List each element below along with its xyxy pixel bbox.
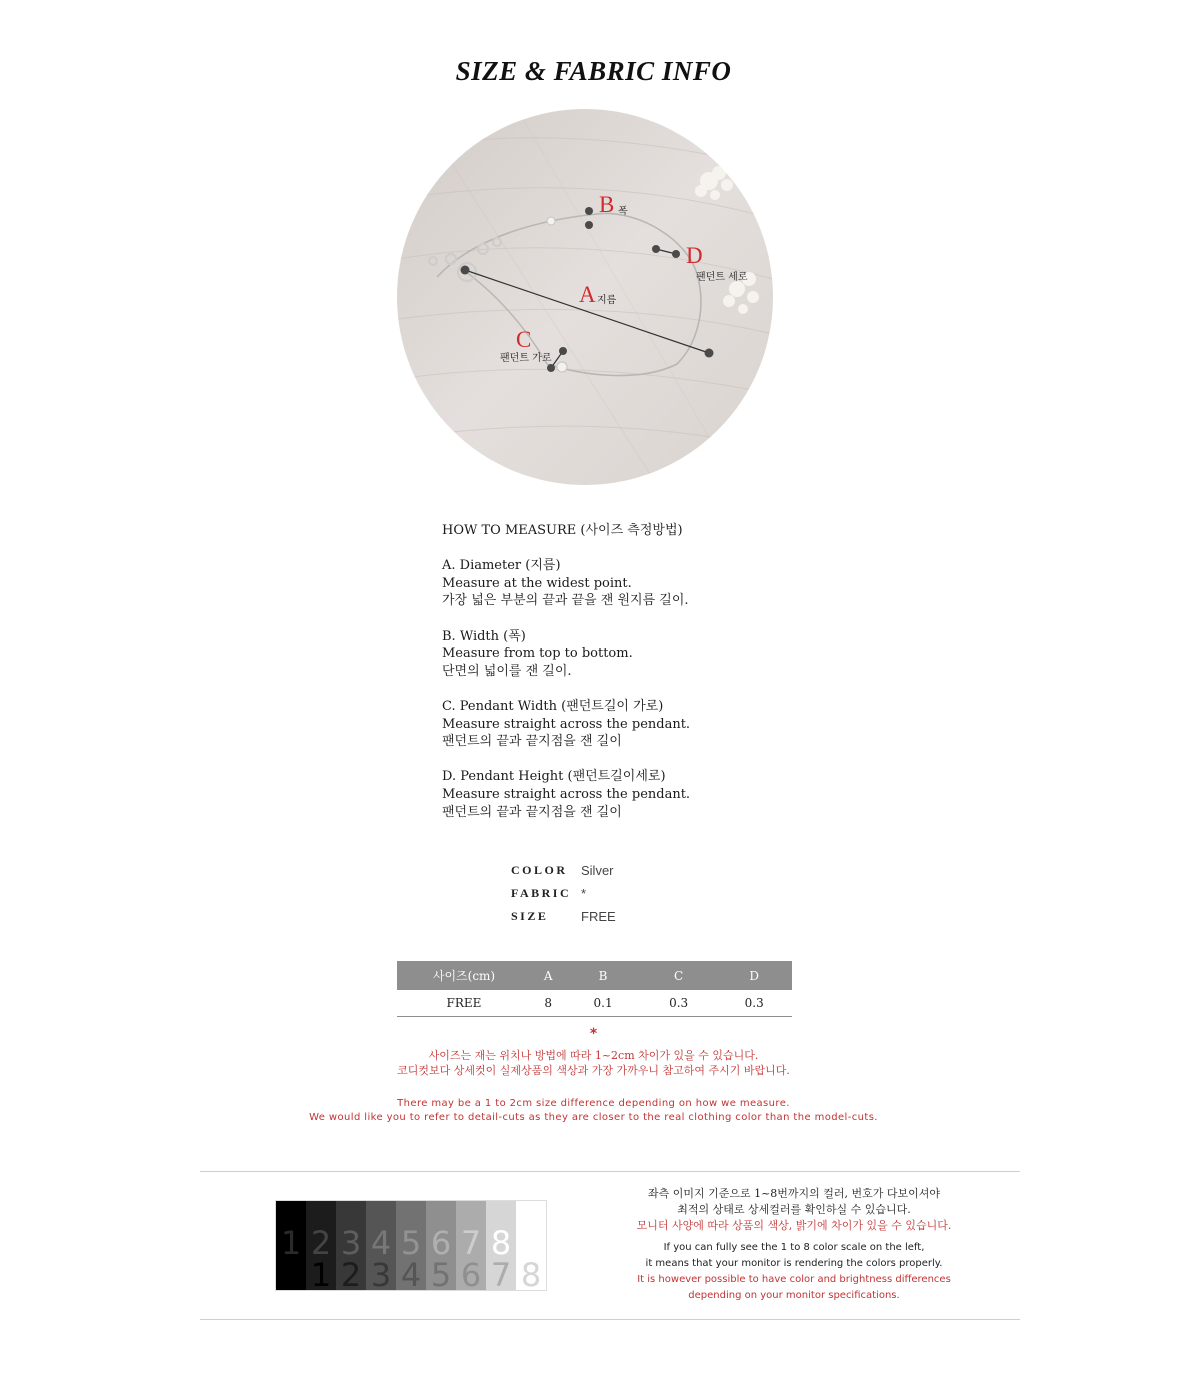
label-b-text: 폭	[618, 206, 628, 217]
table-cell: 8	[531, 990, 565, 1017]
measure-item-ko: 팬던트의 끝과 끝지점을 잰 길이	[442, 804, 622, 820]
spec-key: FABRIC	[511, 886, 572, 900]
measure-item-title: B. Width (폭)	[442, 628, 526, 644]
scale-note	[600, 1186, 988, 1304]
table-header-row	[397, 961, 792, 990]
measure-heading: HOW TO MEASURE (사이즈 측정방법)	[442, 523, 683, 538]
notice-en-line: We would like you to refer to detail-cuts as they are closer to the real clothing color than the model-cuts.	[309, 1111, 878, 1123]
page-title: SIZE & FABRIC INFO	[455, 56, 732, 86]
spec-key: COLOR	[511, 863, 568, 877]
measure-item-title: A. Diameter (지름)	[442, 558, 561, 574]
scale-swatch: 8	[516, 1201, 546, 1290]
notice-korean	[0, 1048, 1187, 1078]
table-header-cell: C	[641, 961, 717, 990]
scale-note-en: If you can fully see the 1 to 8 color scale on the left,	[663, 1242, 925, 1253]
measure-item-ko: 단면의 넓이를 잰 길이.	[442, 663, 572, 679]
color-scale	[275, 1200, 547, 1294]
scale-swatch: 3 2	[336, 1201, 366, 1290]
measure-item-ko: 팬던트의 끝과 끝지점을 잰 길이	[442, 734, 622, 750]
table-header-cell: 사이즈(cm)	[397, 961, 531, 990]
size-table	[397, 961, 792, 1017]
spec-row-color	[511, 859, 616, 882]
label-d-letter: D	[686, 243, 703, 268]
scale-swatch: 2 1	[306, 1201, 336, 1290]
label-c-text: 팬던트 가로	[500, 353, 552, 364]
table-cell: 0.1	[565, 990, 641, 1017]
table-row	[397, 990, 792, 1017]
spec-list	[511, 859, 616, 928]
spec-value: Silver	[581, 863, 614, 878]
notice-asterisk: *	[589, 1026, 598, 1042]
measure-item-title: C. Pendant Width (팬던트길이 가로)	[442, 698, 664, 714]
scale-note-en-warning: depending on your monitor specifications.	[688, 1290, 900, 1301]
table-cell: FREE	[397, 990, 531, 1017]
divider-bottom	[200, 1319, 1020, 1320]
notice-en-line: There may be a 1 to 2cm size difference depending on how we measure.	[397, 1098, 790, 1109]
notice-ko-line: 코디컷보다 상세컷이 실제상품의 색상과 가장 가까우니 참고하여 주시기 바랍니다.	[397, 1064, 790, 1077]
table-header-cell: D	[716, 961, 792, 990]
scale-note-ko: 좌측 이미지 기준으로 1~8번까지의 컬러, 번호가 다보이셔야	[647, 1187, 941, 1200]
spec-value: FREE	[581, 909, 616, 924]
scale-note-ko: 최적의 상태로 상세컬러를 확인하실 수 있습니다.	[677, 1203, 911, 1216]
scale-swatch: 7 6	[456, 1201, 486, 1290]
scale-note-en-warning: It is however possible to have color and brightness differences	[637, 1274, 951, 1285]
scale-swatch: 1	[276, 1201, 306, 1290]
measure-item-en: Measure at the widest point.	[442, 575, 632, 591]
scale-swatch: 6 5	[426, 1201, 456, 1290]
measure-item-en: Measure from top to bottom.	[442, 646, 633, 662]
measure-item-ko: 가장 넓은 부분의 끝과 끝을 잰 원지름 길이.	[442, 593, 689, 609]
table-header-cell: A	[531, 961, 565, 990]
label-b-letter: B	[599, 192, 615, 217]
scale-note-ko-warning: 모니터 사양에 따라 상품의 색상, 밝기에 차이가 있을 수 있습니다.	[636, 1219, 952, 1232]
spec-key: SIZE	[511, 909, 549, 923]
label-a-text: 지름	[597, 295, 617, 306]
measure-item	[442, 628, 862, 681]
measure-item	[442, 768, 862, 821]
spec-row-size	[511, 905, 616, 928]
label-c-letter: C	[516, 327, 532, 352]
scale-swatch: 5 4	[396, 1201, 426, 1290]
spec-value: *	[581, 886, 587, 901]
measure-item	[442, 698, 862, 751]
label-a-letter: A	[579, 282, 596, 307]
scale-swatch: 8 7	[486, 1201, 516, 1290]
measure-item-title: D. Pendant Height (팬던트길이세로)	[442, 769, 666, 785]
spec-row-fabric	[511, 882, 616, 905]
notice-english	[0, 1097, 1187, 1124]
measure-item-en: Measure straight across the pendant.	[442, 716, 691, 732]
label-d-text: 팬던트 세로	[696, 272, 748, 283]
table-cell: 0.3	[641, 990, 717, 1017]
scale-note-en: it means that your monitor is rendering the colors properly.	[645, 1258, 943, 1269]
how-to-measure	[442, 522, 862, 821]
measure-item	[442, 557, 862, 610]
scale-swatch: 4 3	[366, 1201, 396, 1290]
divider-top	[200, 1171, 1020, 1172]
notice-ko-line: 사이즈는 재는 위치나 방법에 따라 1~2cm 차이가 있을 수 있습니다.	[428, 1049, 759, 1062]
table-cell: 0.3	[716, 990, 792, 1017]
table-header-cell: B	[565, 961, 641, 990]
measure-item-en: Measure straight across the pendant.	[442, 786, 691, 802]
